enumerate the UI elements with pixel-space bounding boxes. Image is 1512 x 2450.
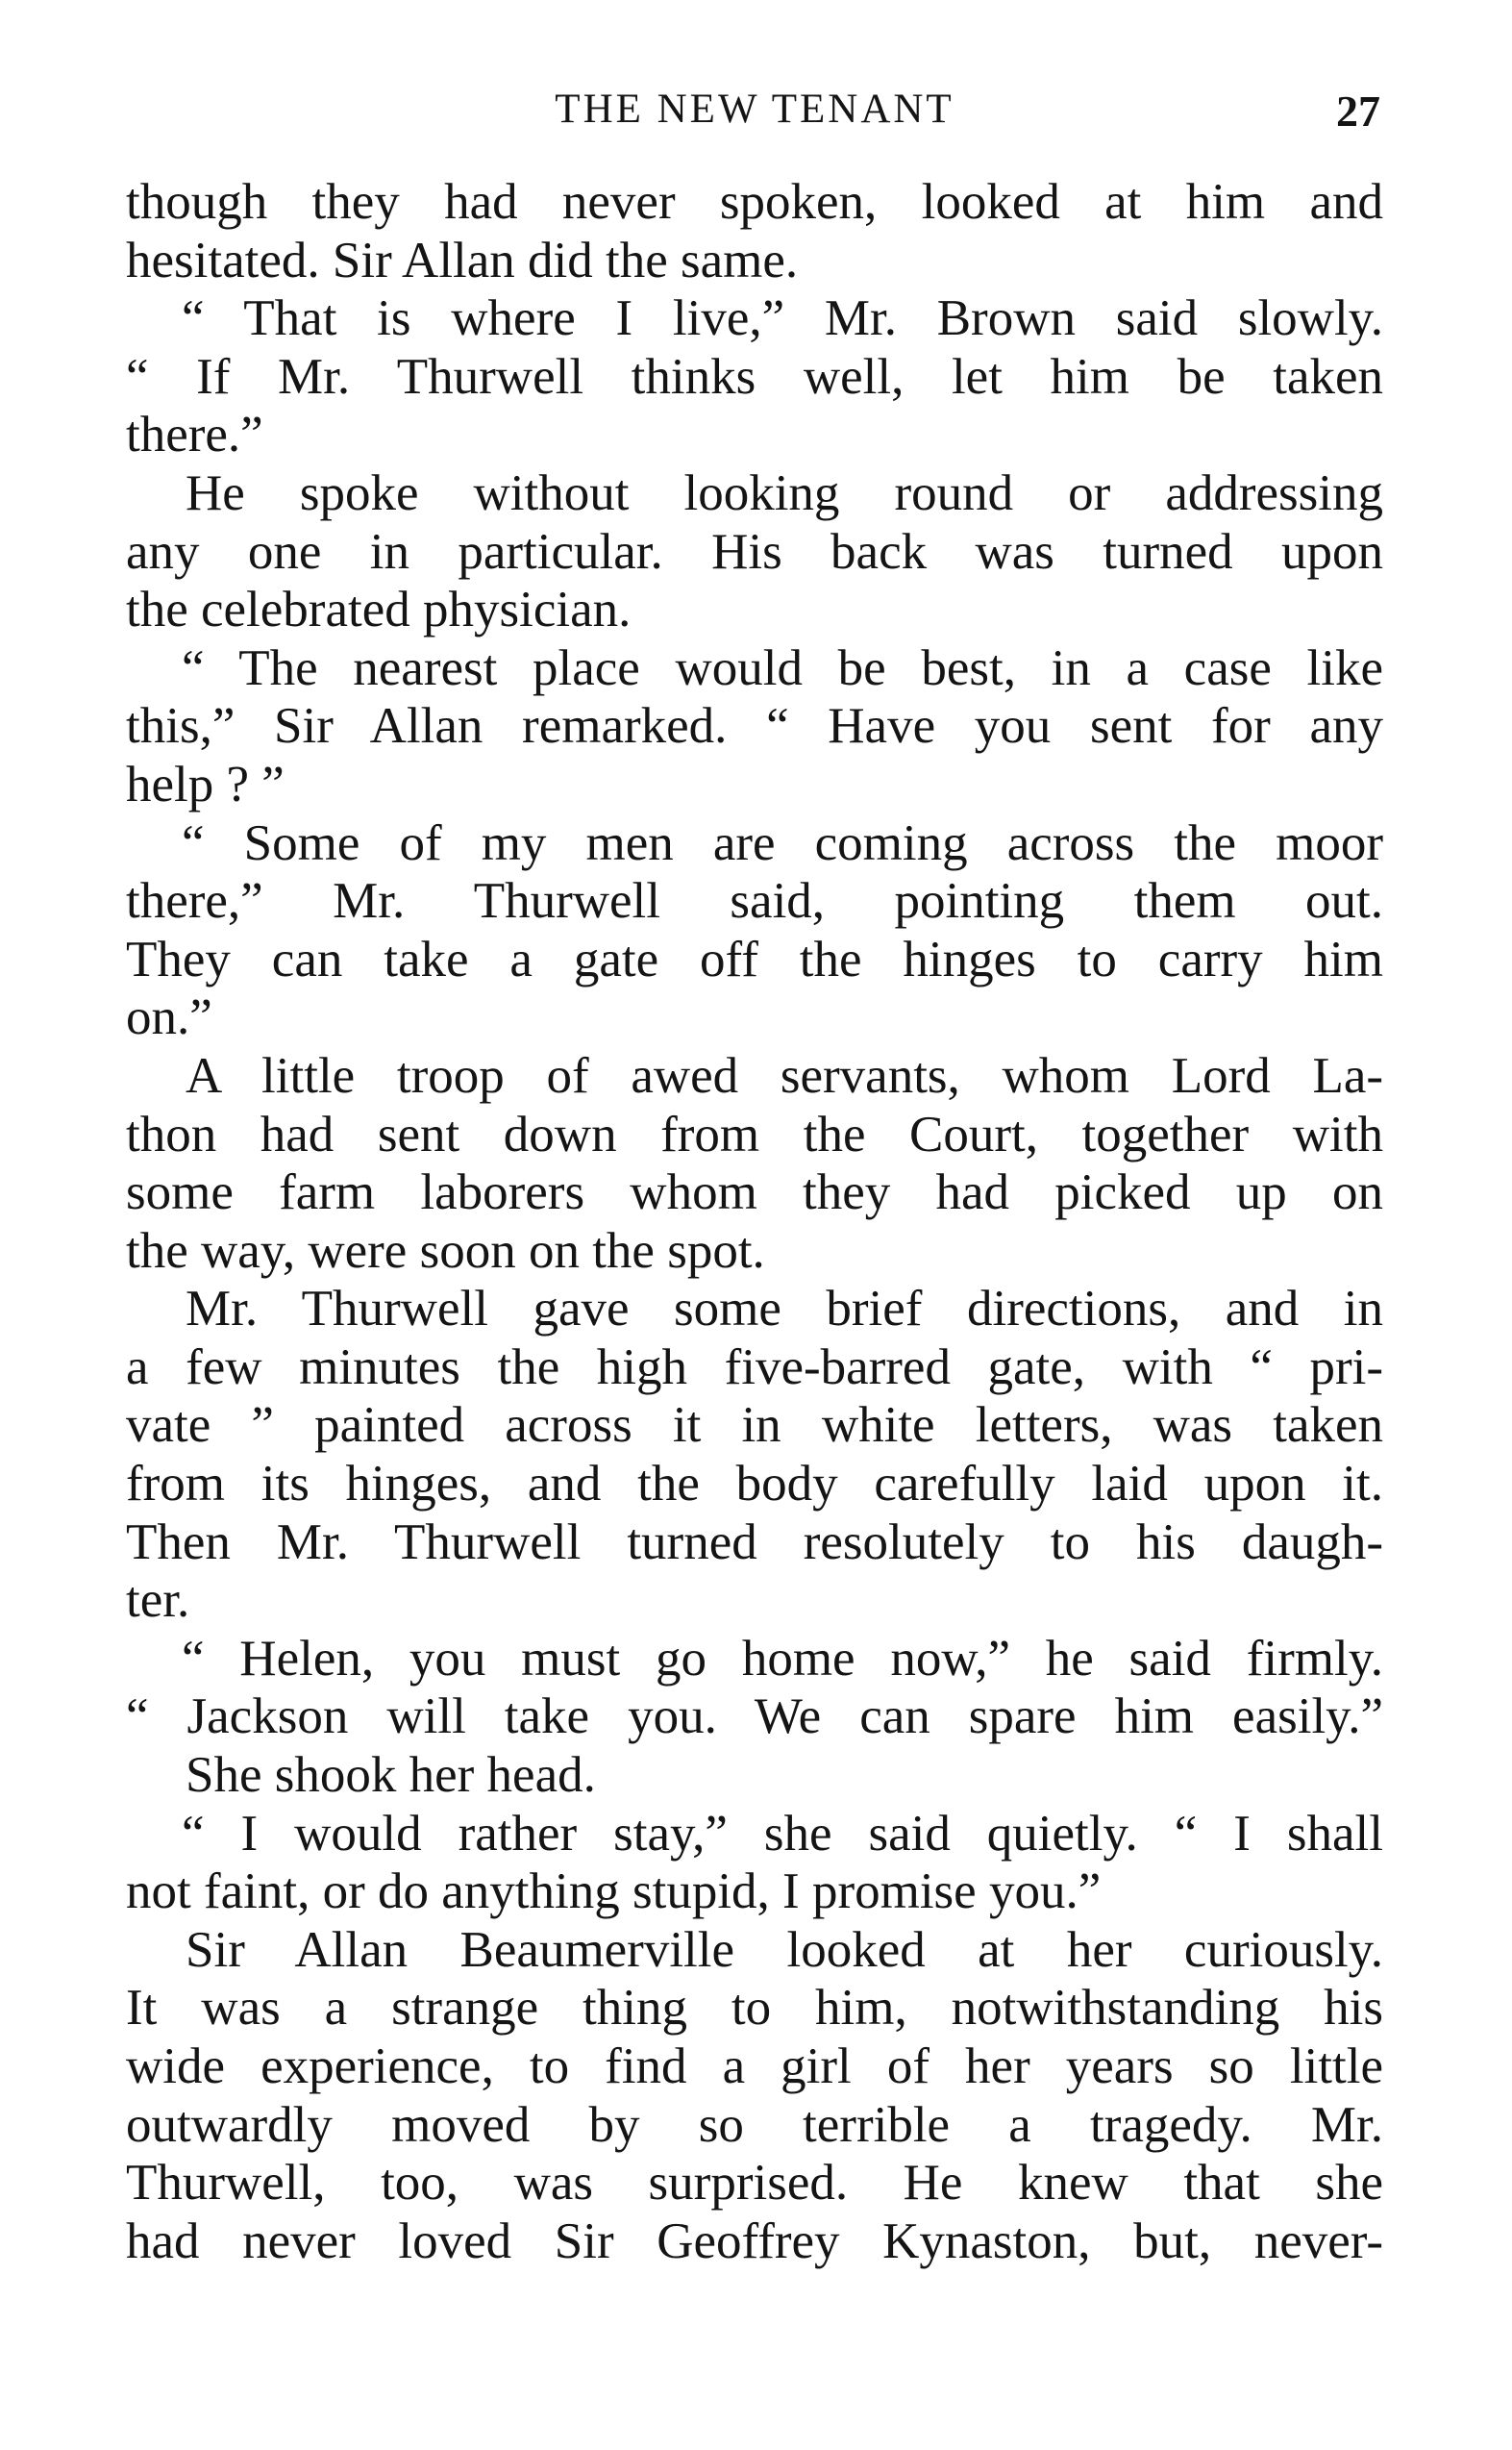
- text-line: vate ” painted across it in white letters, was taken: [126, 1397, 1383, 1454]
- text-line: A little troop of awed servants, whom Lord La-: [186, 1047, 1383, 1104]
- text-line: ter.: [126, 1572, 190, 1629]
- text-line: the celebrated physician.: [126, 582, 632, 638]
- text-line: Sir Allan Beaumerville looked at her curiously.: [186, 1921, 1383, 1978]
- page-number: 27: [1336, 87, 1380, 136]
- text-line: “ Jackson will take you. We can spare him easily.”: [126, 1688, 1383, 1745]
- text-line: outwardly moved by so terrible a tragedy. Mr.: [126, 2096, 1383, 2153]
- text-line: “ Some of my men are coming across the moor: [182, 814, 1383, 871]
- text-line: help ? ”: [126, 756, 285, 812]
- text-line: wide experience, to find a girl of her years so little: [126, 2038, 1383, 2094]
- text-line: thon had sent down from the Court, together with: [126, 1106, 1383, 1162]
- text-line: “ Helen, you must go home now,” he said firmly.: [182, 1630, 1383, 1687]
- running-head: [125, 81, 1384, 138]
- text-line: She shook her head.: [186, 1747, 596, 1804]
- text-line: the way, were soon on the spot.: [126, 1222, 765, 1279]
- text-line: not faint, or do anything stupid, I promise you.”: [126, 1863, 1102, 1920]
- text-line: They can take a gate off the hinges to carry him: [126, 931, 1383, 988]
- text-line: there.”: [126, 407, 263, 463]
- text-line: It was a strange thing to him, notwithstanding his: [126, 1980, 1383, 2037]
- text-line: “ If Mr. Thurwell thinks well, let him be taken: [126, 348, 1383, 405]
- text-line: Mr. Thurwell gave some brief directions, and in: [186, 1281, 1383, 1338]
- text-line: there,” Mr. Thurwell said, pointing them out.: [126, 873, 1383, 930]
- text-line: hesitated. Sir Allan did the same.: [126, 232, 799, 288]
- text-line: Thurwell, too, was surprised. He knew that she: [126, 2155, 1383, 2212]
- text-line: “ The nearest place would be best, in a case like: [182, 639, 1383, 696]
- text-line: this,” Sir Allan remarked. “ Have you sent for any: [126, 698, 1383, 755]
- body-text: [126, 173, 1383, 2270]
- text-line: He spoke without looking round or addressing: [186, 464, 1383, 521]
- text-line: from its hinges, and the body carefully laid upon it.: [126, 1456, 1383, 1512]
- text-line: though they had never spoken, looked at him and: [126, 174, 1383, 230]
- text-line: “ I would rather stay,” she said quietly. “ I shall: [182, 1805, 1383, 1862]
- text-line: on.”: [126, 989, 212, 1046]
- text-line: “ That is where I live,” Mr. Brown said slowly.: [182, 290, 1383, 347]
- text-line: some farm laborers whom they had picked up on: [126, 1164, 1383, 1221]
- running-title: THE NEW TENANT: [555, 87, 954, 132]
- text-line: any one in particular. His back was turned upon: [126, 523, 1383, 580]
- text-line: a few minutes the high five-barred gate, with “ pri-: [126, 1338, 1383, 1395]
- text-line: Then Mr. Thurwell turned resolutely to his daugh-: [126, 1513, 1383, 1570]
- text-line: had never loved Sir Geoffrey Kynaston, but, never-: [126, 2212, 1383, 2269]
